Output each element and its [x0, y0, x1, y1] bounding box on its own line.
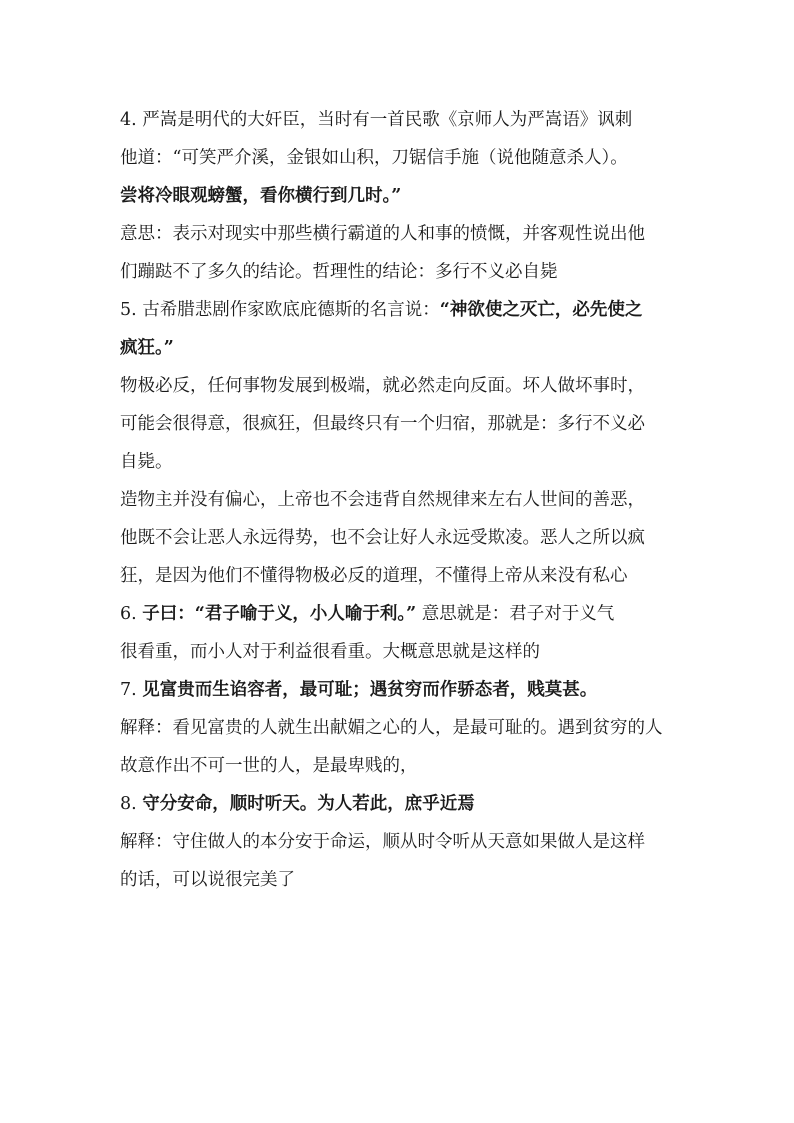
text-line	[120, 785, 680, 823]
text-line: 他既不会让恶人永远得势，也不会让好人永远受欺凌。恶人之所以疯	[120, 528, 645, 548]
text-line	[120, 291, 680, 329]
item-number: 5. 古希腊悲剧作家欧底庇德斯的名言说：	[120, 300, 440, 320]
text-line: 解释：看见富贵的人就生出献媚之心的人，是最可耻的。遇到贫穷的人	[120, 718, 663, 738]
text-line	[120, 671, 680, 709]
item-number: 6.	[120, 604, 143, 624]
text-line: 可能会很得意，很疯狂，但最终只有一个归宿，那就是：多行不义必	[120, 414, 645, 434]
text-line: 们蹦跶不了多久的结论。哲理性的结论：多行不义必自毙	[120, 262, 558, 282]
quote-text: 见富贵而生谄容者，最可耻；遇贫穷而作骄态者，贱莫甚。	[142, 680, 598, 700]
text-line: 解释：守住做人的本分安于命运，顺从时令听从天意如果做人是这样	[120, 832, 645, 852]
item-number: 7.	[120, 680, 143, 700]
text-line: 疯狂。”	[120, 338, 174, 358]
text-line: 他道：“可笑严介溪，金银如山积，刀锯信手施（说他随意杀人）。	[120, 148, 628, 168]
explanation-text: 意思就是：君子对于义气	[416, 604, 615, 624]
item-number: 8.	[120, 794, 143, 814]
quote-text: 子曰：“君子喻于义，小人喻于利。”	[142, 604, 417, 624]
text-line	[120, 595, 680, 633]
quote-text: “神欲使之灭亡，必先使之	[439, 300, 643, 320]
text-line: 意思：表示对现实中那些横行霸道的人和事的愤慨，并客观性说出他	[120, 224, 645, 244]
text-line: 自毙。	[120, 452, 173, 472]
text-line: 很看重，而小人对于利益很看重。大概意思就是这样的	[120, 642, 540, 662]
text-line: 4. 严嵩是明代的大奸臣，当时有一首民歌《京师人为严嵩语》讽刺	[120, 110, 633, 130]
quote-text: 守分安命，顺时听天。为人若此，庶乎近焉	[142, 794, 475, 814]
text-line: 造物主并没有偏心，上帝也不会违背自然规律来左右人世间的善恶，	[120, 490, 645, 510]
text-line: 的话，可以说很完美了	[120, 870, 295, 890]
text-line: 狂，是因为他们不懂得物极必反的道理，不懂得上帝从来没有私心	[120, 566, 628, 586]
text-line: 物极必反，任何事物发展到极端，就必然走向反面。坏人做坏事时，	[120, 376, 645, 396]
text-line: 故意作出不可一世的人，是最卑贱的，	[120, 756, 418, 776]
text-line: 尝将冷眼观螃蟹，看你横行到几时。”	[120, 186, 402, 206]
document-body	[120, 101, 680, 899]
